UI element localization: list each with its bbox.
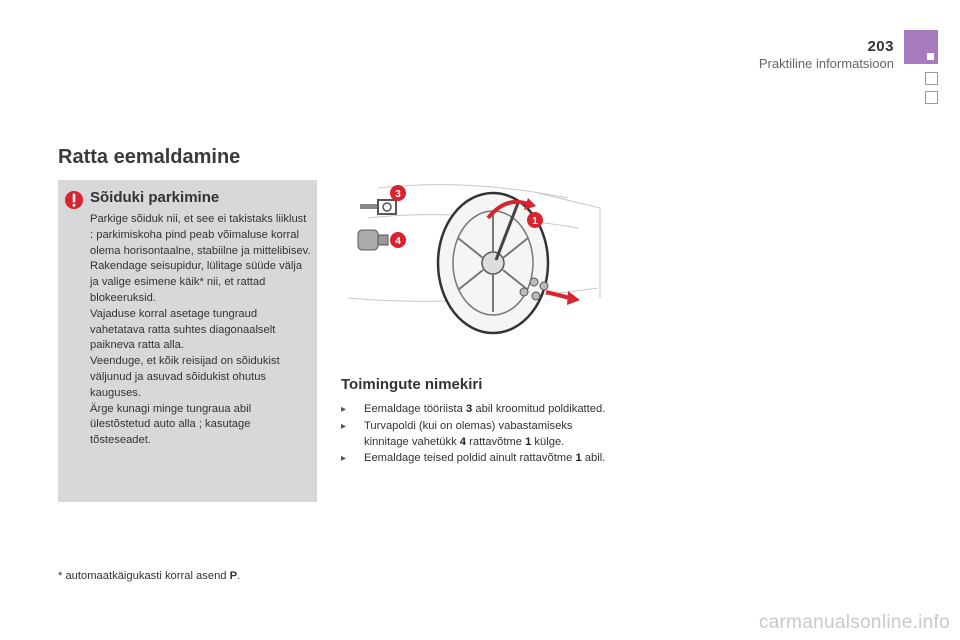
exclamation-icon [64, 190, 84, 210]
label-1-icon [527, 212, 543, 228]
list-item: ▸ Turvapoldi (kui on olemas) vabastamiseks kinnitage vahetükk 4 rattavõtme 1 külge. [341, 419, 573, 448]
adapter-4-icon [358, 230, 388, 250]
svg-text:4: 4 [395, 236, 401, 247]
arrow-bullet-icon: ▸ [341, 453, 347, 465]
label-3-icon [390, 185, 406, 201]
chapter-tab[interactable] [904, 30, 938, 64]
svg-text:1: 1 [532, 216, 538, 227]
page-number: 203 [867, 38, 894, 55]
tab-marker-icon [927, 53, 934, 60]
watermark: carmanualsonline.info [758, 612, 950, 633]
remove-arrow-icon [546, 291, 580, 305]
list-item: ▸ Eemaldage teised poldid ainult rattavõtme 1 abil. [341, 451, 611, 467]
tool-3-icon [360, 200, 396, 214]
warning-title: Sõiduki parkimine [90, 189, 220, 206]
page-title: Ratta eemaldamine [58, 146, 241, 168]
list-item: ▸ Eemaldage tööriista 3 abil kroomitud poldikatted. [341, 402, 611, 418]
label-4-icon [390, 232, 406, 248]
footnote: * automaatkäigukasti korral asend P. [58, 570, 241, 582]
procedure-title: Toimingute nimekiri [341, 376, 483, 393]
tab-box-2[interactable] [925, 91, 938, 104]
procedure-list [341, 402, 611, 468]
svg-text:3: 3 [395, 189, 401, 200]
tab-box-1[interactable] [925, 72, 938, 85]
section-title: Praktiline informatsioon [758, 56, 894, 71]
warning-text: Parkige sõiduk nii, et see ei takistaks liiklust : parkimiskoha pind peab võimaluse korral olema horisontaalne, stabiilne ja mittelibisev. Rakendage seisupidur, lülitage süüde välja ja valige esimene käik* nii, et rattad blokeeruksid. Vajaduse korral asetage tungraud vahetatava ratta suhtes diagonaalselt paikneva ratta alla. Veenduge, et kõik reisijad on sõidukist väljunud ja asuvad sõidukist ohutus kauguses. Ärge kunagi minge tungraua abil ülestõstetud auto alla ; kasutage tõsteseadet. [90, 213, 311, 447]
arrow-bullet-icon: ▸ [341, 404, 347, 415]
wheel-removal-illustration [338, 178, 604, 338]
arrow-bullet-icon: ▸ [341, 420, 347, 432]
